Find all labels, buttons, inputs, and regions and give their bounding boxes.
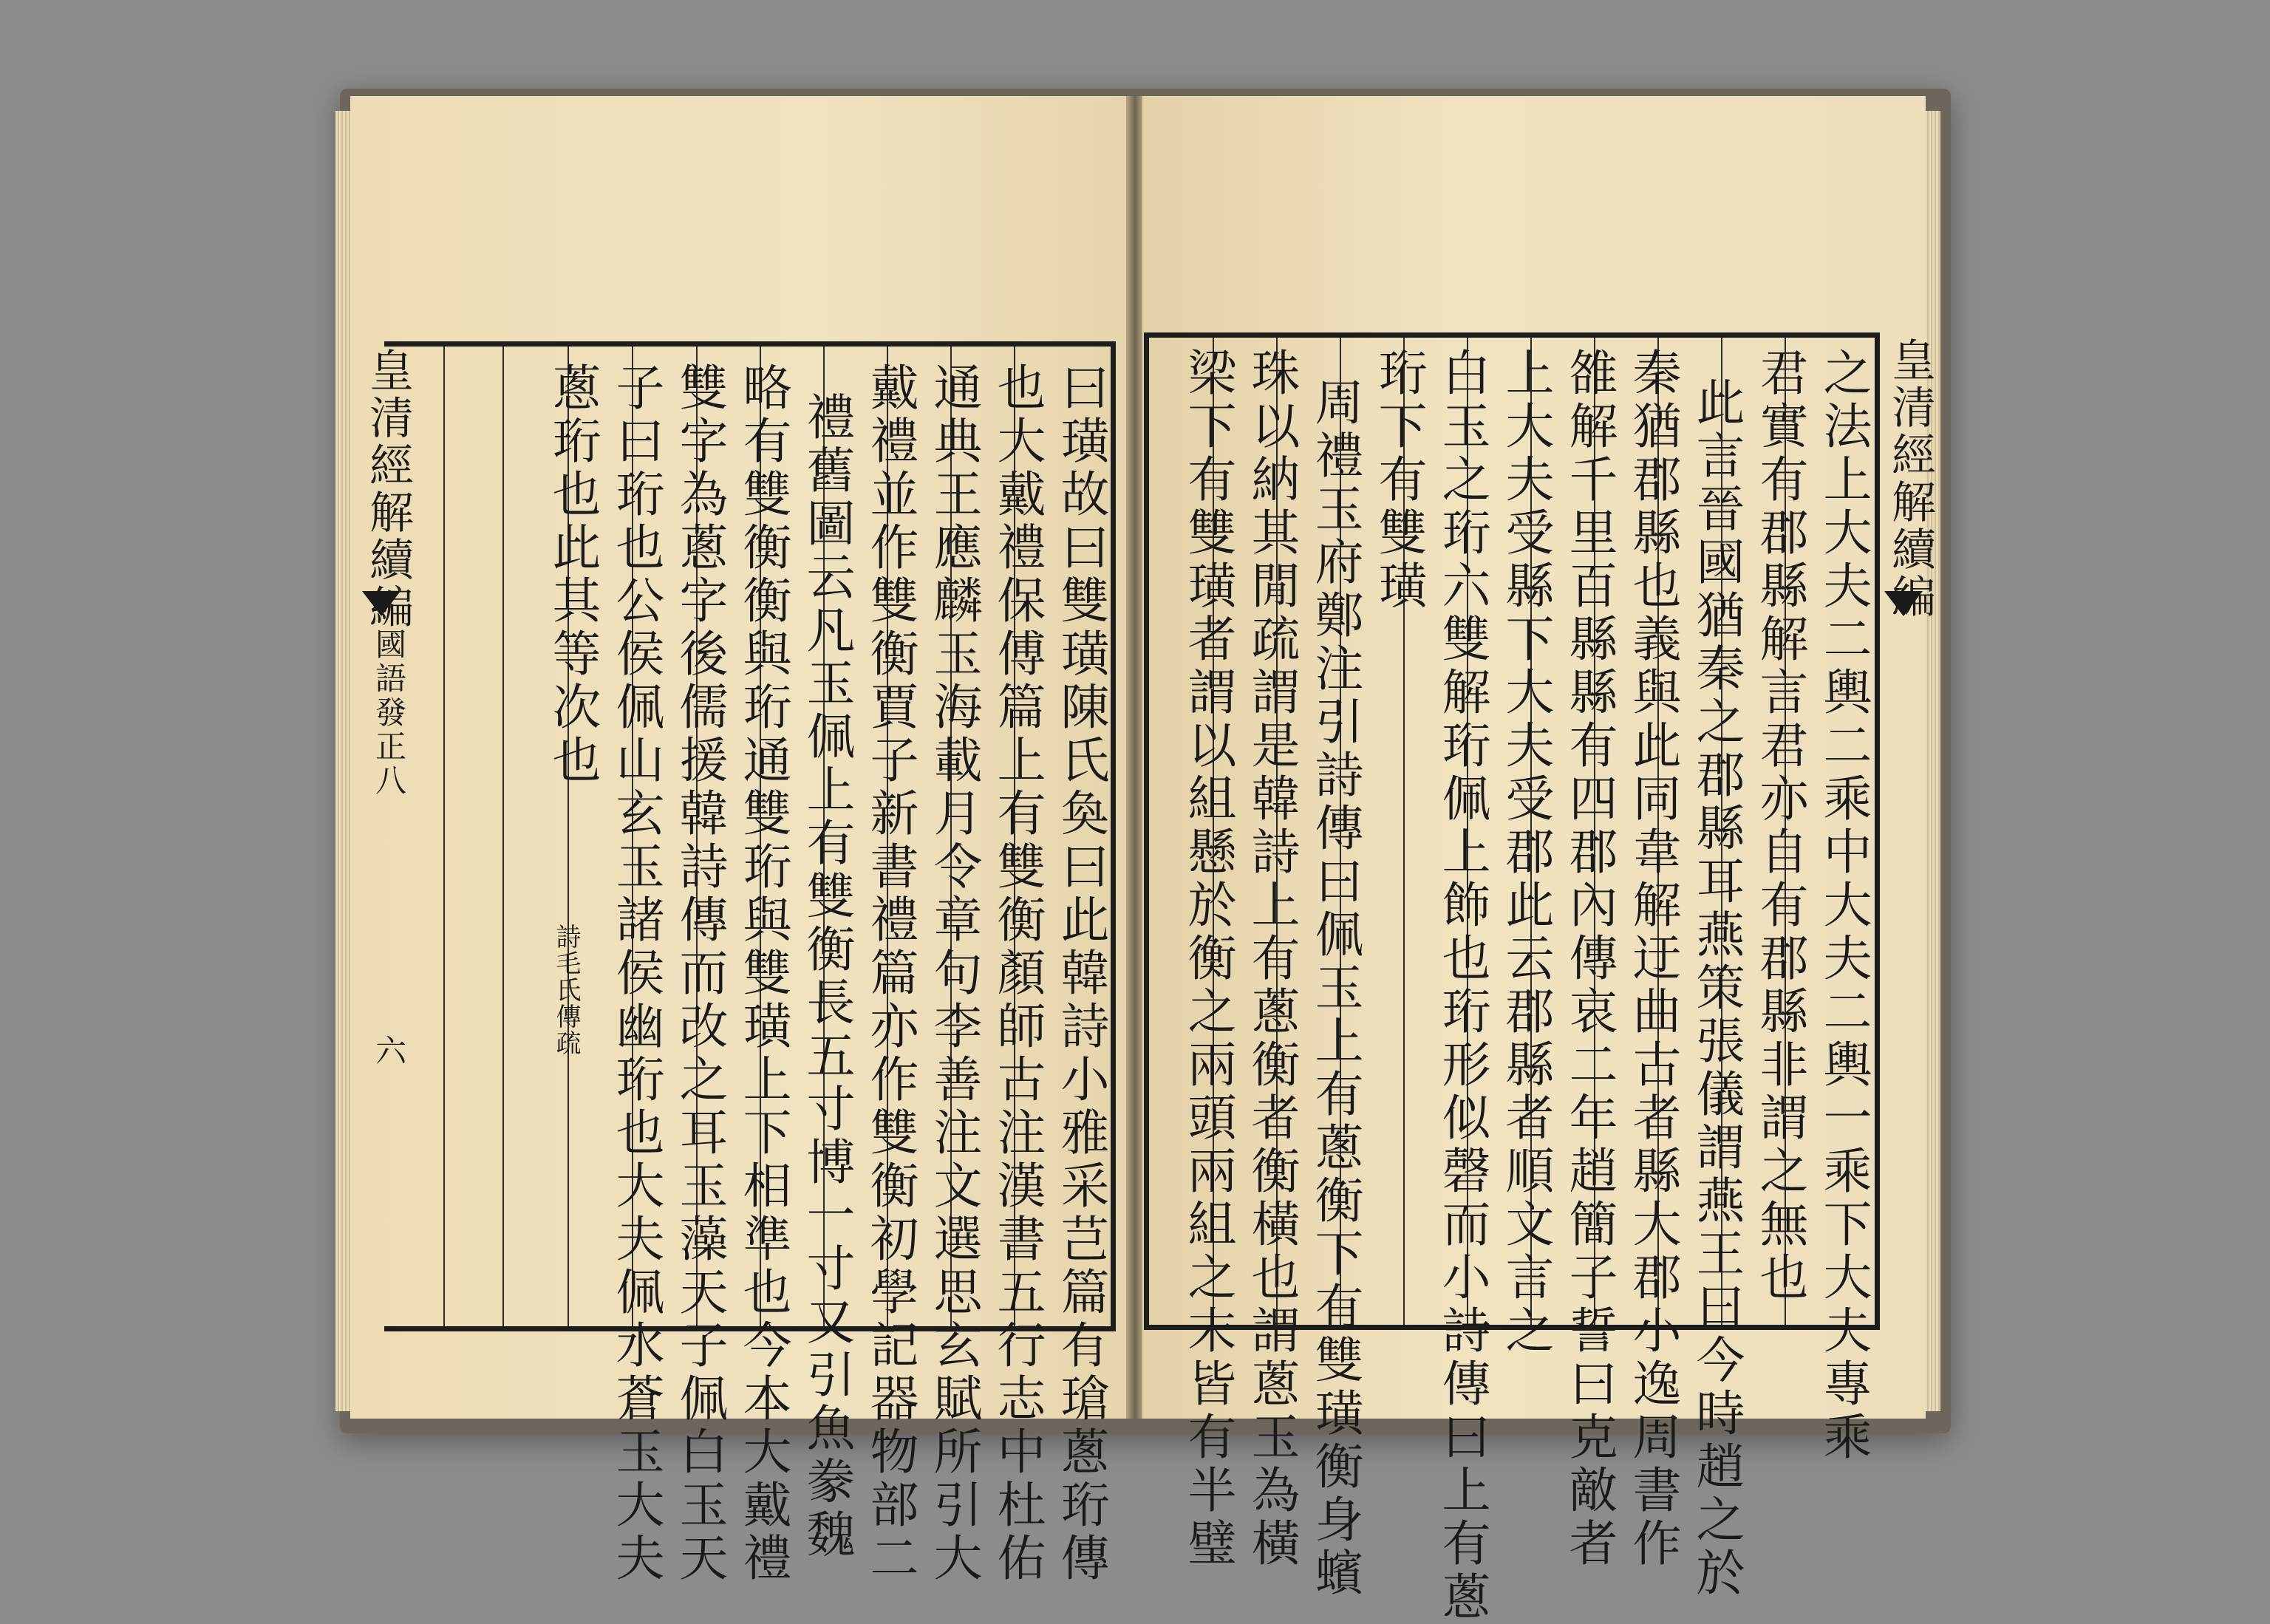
text-column: 略有雙衡衡與珩通雙珩與雙璜上下相準也今本大戴禮 (734, 362, 791, 1586)
text-column: 上大夫受縣下大夫受郡此云郡縣者順文言之 (1497, 347, 1554, 1358)
right-margin-title: 皇清經解續編 (1884, 337, 1936, 621)
text-column: 梁下有雙璜者謂以組懸於衡之兩頭兩組之末皆有半璧 (1179, 347, 1236, 1571)
text-column: 曰璜故曰雙璜陳氏奐曰此韓詩小雅采芑篇有瑲蔥珩傳 (1052, 362, 1109, 1586)
text-column: 君實有郡縣解言君亦自有郡縣非謂之無也 (1751, 347, 1808, 1305)
left-margin-title: 皇清經解續編 (362, 347, 414, 631)
text-column: 周禮玉府鄭注引詩傳曰佩玉上有蔥衡下有雙璜衡身蠙 (1306, 377, 1363, 1600)
text-column: 白玉之珩六雙解珩佩上飾也珩形似磬而小詩傳曰上有蔥 (1434, 347, 1490, 1624)
text-column: 之法上大夫二輿二乘中大夫二輿一乘下大夫專乘 (1815, 347, 1872, 1464)
text-column: 珠以納其閒疏謂是韓詩上有蔥衡者衡橫也謂蔥玉為橫 (1243, 347, 1300, 1571)
text-column: 蔥珩也此其等次也 (544, 362, 601, 788)
text-column: 珩下有雙璜 (1370, 347, 1427, 613)
column-rule (502, 347, 504, 1326)
text-column: 雒解千里百縣縣有四郡內傳哀二年趙簡子誓曰克敵者 (1561, 347, 1618, 1571)
text-column: 子曰珩也公侯佩山玄玉諸侯幽珩也大夫佩水蒼玉大夫 (607, 362, 664, 1586)
fish-tail-mark (362, 591, 401, 616)
text-column: 雙字為蔥字後儒援韓詩傳而改之耳玉藻天子佩白玉天 (671, 362, 728, 1586)
fish-tail-mark (1884, 591, 1923, 616)
text-column: 秦猶郡縣也義與此同韋解迂曲古者縣大郡小逸周書作 (1624, 347, 1681, 1571)
text-column: 也大戴禮保傅篇上有雙衡顏師古注漢書五行志中杜佑 (989, 362, 1046, 1586)
text-column: 通典王應麟玉海載月令章句李善注文選思玄賦所引大 (925, 362, 982, 1586)
text-column: 戴禮並作雙衡賈子新書禮篇亦作雙衡初學記器物部二 (862, 362, 918, 1586)
book-gutter (1126, 96, 1144, 1419)
source-note: 詩毛氏傳疏 (551, 924, 581, 1057)
column-rule (443, 347, 445, 1326)
text-column: 此言晉國猶秦之郡縣耳燕策張儀謂燕王曰今時趙之於 (1688, 377, 1745, 1600)
left-margin-chapter: 國語發正八 (371, 628, 407, 798)
text-column: 禮舊圖云凡玉佩上有雙衡長五寸博一寸又引魚豢魏 (798, 392, 855, 1562)
left-margin-page: 六 (371, 1034, 407, 1068)
